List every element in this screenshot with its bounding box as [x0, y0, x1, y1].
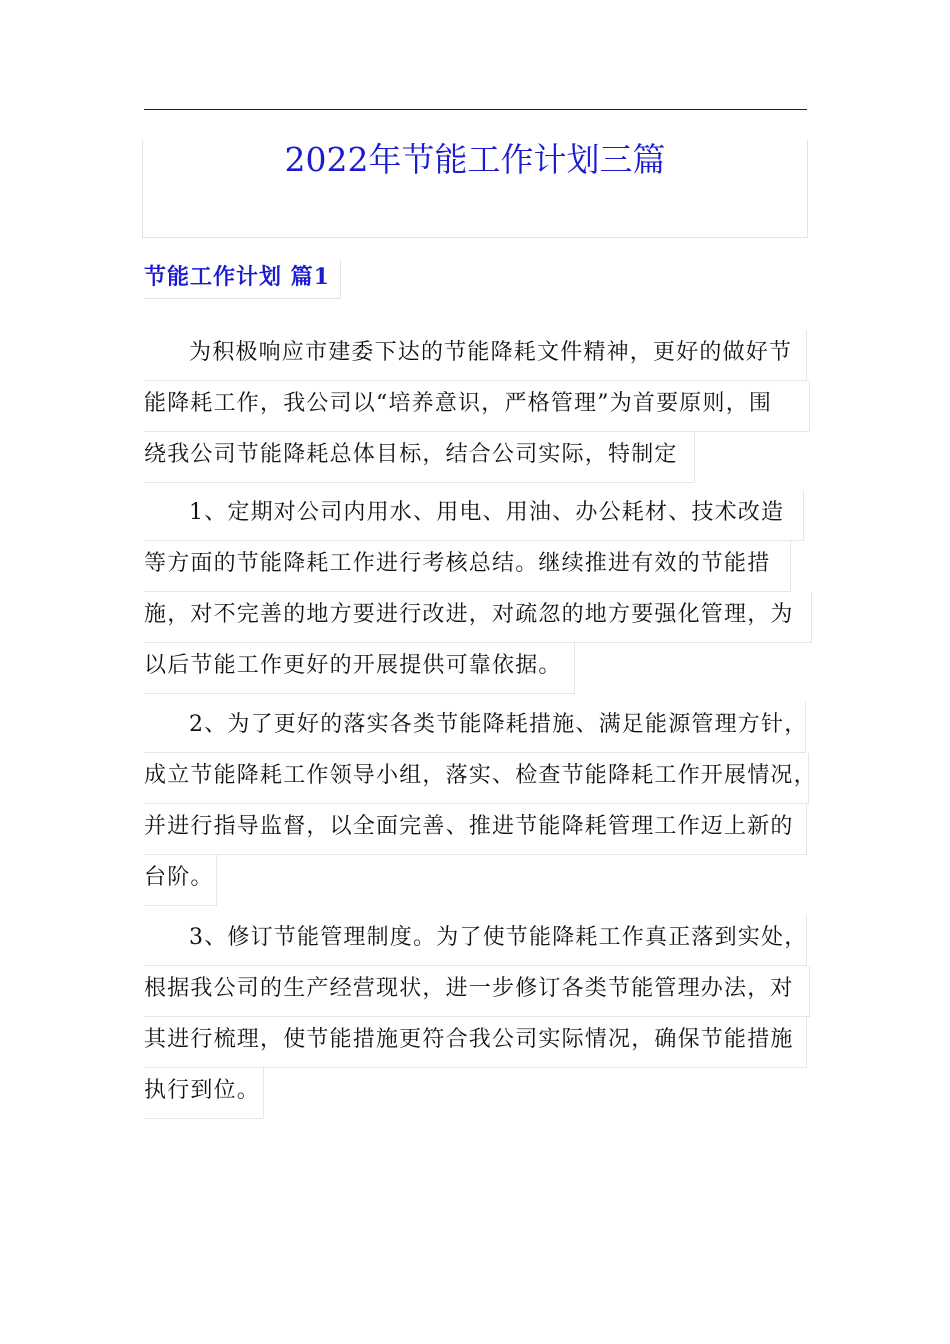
- paragraph-line: 执行到位。: [144, 1068, 264, 1119]
- paragraph-line: 成立节能降耗工作领导小组，落实、检查节能降耗工作开展情况，: [144, 753, 809, 804]
- paragraph-line: 2、为了更好的落实各类节能降耗措施、满足能源管理方针，: [144, 702, 806, 753]
- paragraph-line: 以后节能工作更好的开展提供可靠依据。: [144, 643, 575, 694]
- paragraph-line: 等方面的节能降耗工作进行考核总结。继续推进有效的节能措: [144, 541, 791, 592]
- paragraph-line: 其进行梳理，使节能措施更符合我公司实际情况，确保节能措施: [144, 1017, 807, 1068]
- paragraph-line: 施，对不完善的地方要进行改进，对疏忽的地方要强化管理，为: [144, 592, 812, 643]
- paragraph-3: [144, 702, 817, 906]
- section-heading: 节能工作计划 篇1: [144, 260, 341, 299]
- paragraph-4: [144, 915, 810, 1119]
- paragraph-line: 根据我公司的生产经营现状，进一步修订各类节能管理办法，对: [144, 966, 810, 1017]
- paragraph-line: 能降耗工作，我公司以“培养意识，严格管理”为首要原则，围: [144, 381, 810, 432]
- paragraph-line: 并进行指导监督，以全面完善、推进节能降耗管理工作迈上新的: [144, 804, 807, 855]
- paragraph-line: 3、修订节能管理制度。为了使节能降耗工作真正落到实处，: [144, 915, 807, 966]
- paragraph-line: 为积极响应市建委下达的节能降耗文件精神，更好的做好节: [144, 330, 807, 381]
- paragraph-line: 绕我公司节能降耗总体目标，结合公司实际，特制定: [144, 432, 695, 483]
- top-rule: [144, 109, 807, 110]
- document-title: 2022年节能工作计划三篇: [284, 140, 666, 179]
- paragraph-1: [144, 330, 810, 483]
- paragraph-line: 台阶。: [144, 855, 217, 906]
- paragraph-line: 1、定期对公司内用水、用电、用油、办公耗材、技术改造: [144, 490, 804, 541]
- paragraph-2: [144, 490, 812, 694]
